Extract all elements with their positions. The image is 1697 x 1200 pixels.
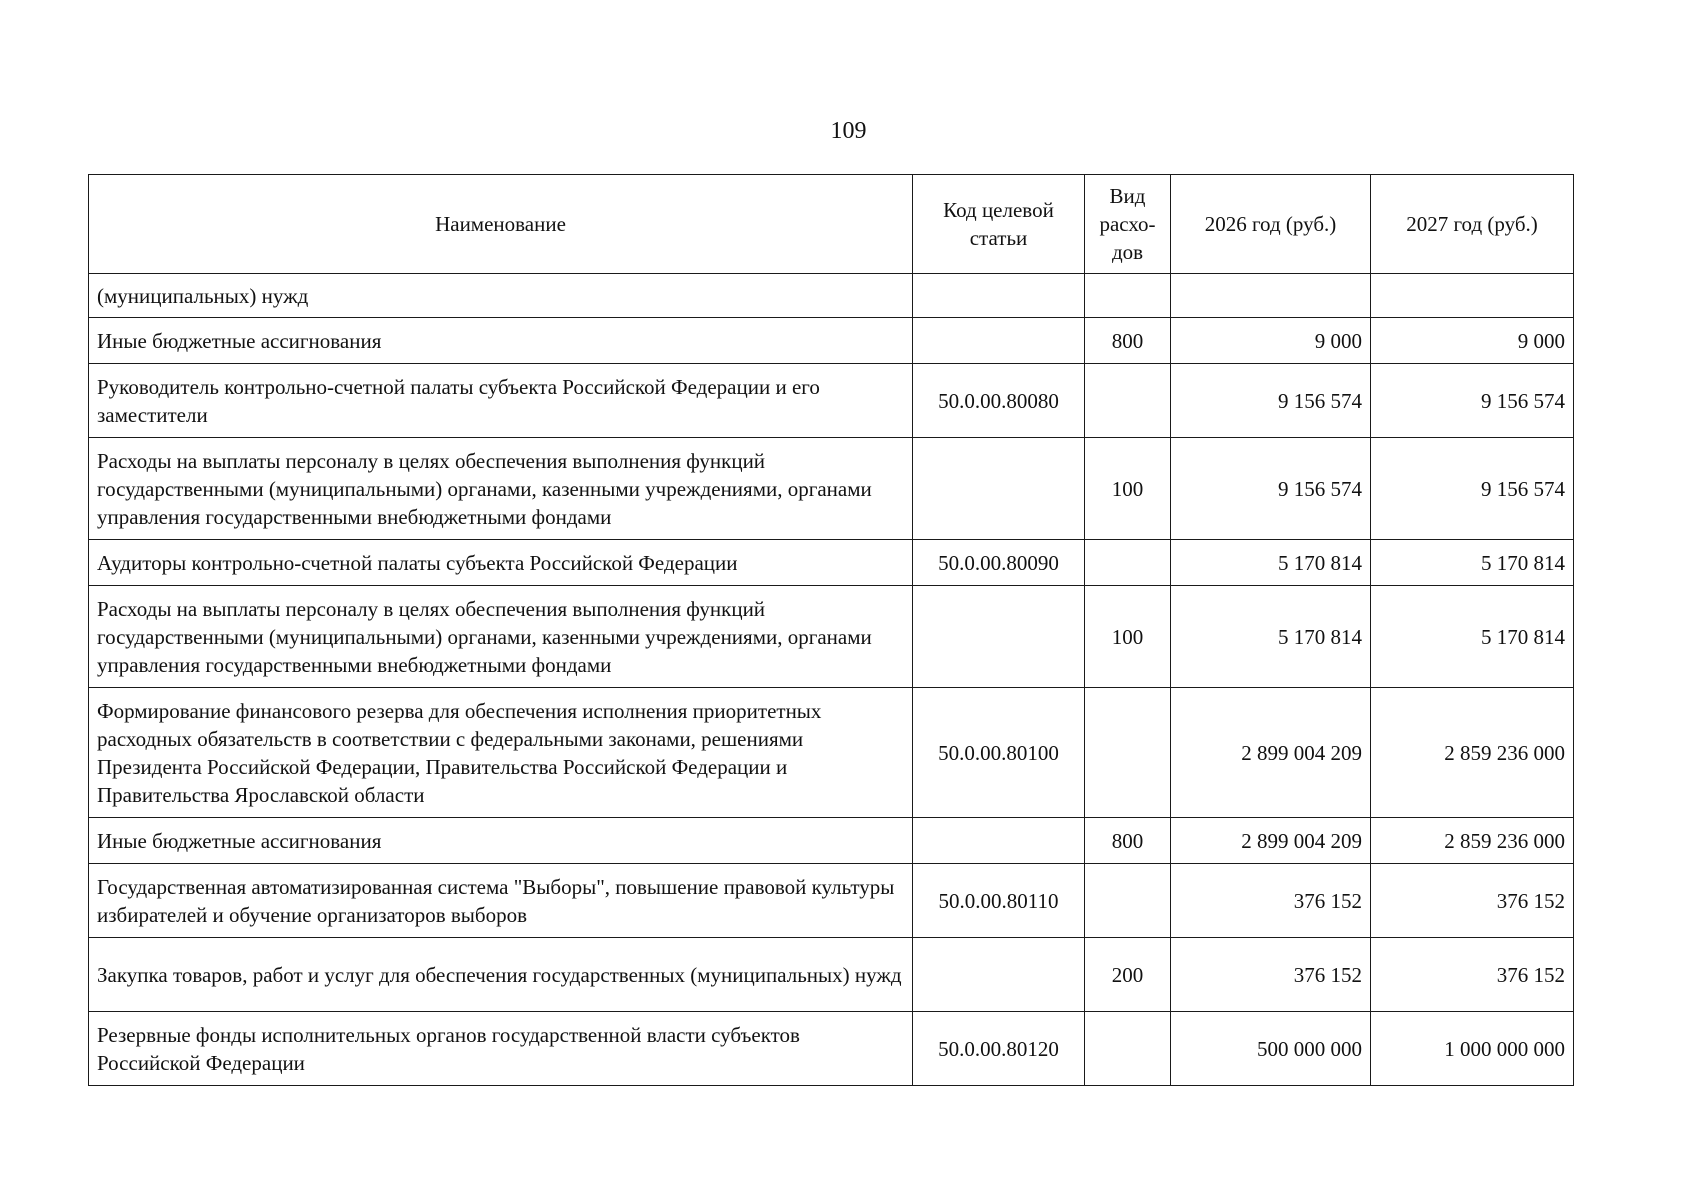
cell-2026: 376 152 xyxy=(1171,864,1371,938)
header-year-2026: 2026 год (руб.) xyxy=(1171,175,1371,274)
table-row xyxy=(89,1012,1574,1086)
cell-2027: 1 000 000 000 xyxy=(1371,1012,1574,1086)
cell-name: Аудиторы контрольно-счетной палаты субъекта Российской Федерации xyxy=(89,540,913,586)
cell-name: Закупка товаров, работ и услуг для обеспечения государственных (муниципальных) нужд xyxy=(89,938,913,1012)
cell-code: 50.0.00.80100 xyxy=(913,688,1085,818)
table-row xyxy=(89,586,1574,688)
cell-code xyxy=(913,938,1085,1012)
cell-code: 50.0.00.80090 xyxy=(913,540,1085,586)
cell-name: Формирование финансового резерва для обеспечения исполнения приоритетных расходных обязательств в соответствии с федеральными законами, решениями Президента Российской Федерации, Правительства Российской Федерации и Правительства Ярославской области xyxy=(89,688,913,818)
cell-name: Расходы на выплаты персоналу в целях обеспечения выполнения функций государственными (муниципальными) органами, казенными учреждениями, органами управления государственными внебюджетными фондами xyxy=(89,438,913,540)
cell-2027: 9 156 574 xyxy=(1371,364,1574,438)
table-row xyxy=(89,274,1574,318)
cell-code xyxy=(913,586,1085,688)
header-year-2027: 2027 год (руб.) xyxy=(1371,175,1574,274)
budget-table xyxy=(88,174,1574,1086)
cell-2027: 9 000 xyxy=(1371,318,1574,364)
table-row xyxy=(89,540,1574,586)
cell-name: Расходы на выплаты персоналу в целях обеспечения выполнения функций государственными (муниципальными) органами, казенными учреждениями, органами управления государственными внебюджетными фондами xyxy=(89,586,913,688)
table-row xyxy=(89,864,1574,938)
cell-code xyxy=(913,818,1085,864)
cell-2027: 2 859 236 000 xyxy=(1371,818,1574,864)
cell-2026: 5 170 814 xyxy=(1171,540,1371,586)
table-row xyxy=(89,818,1574,864)
cell-kind: 100 xyxy=(1085,586,1171,688)
cell-kind: 800 xyxy=(1085,318,1171,364)
cell-2026: 2 899 004 209 xyxy=(1171,818,1371,864)
cell-code xyxy=(913,274,1085,318)
cell-2026: 5 170 814 xyxy=(1171,586,1371,688)
cell-2027: 9 156 574 xyxy=(1371,438,1574,540)
cell-2027: 5 170 814 xyxy=(1371,586,1574,688)
cell-kind xyxy=(1085,688,1171,818)
cell-kind xyxy=(1085,364,1171,438)
cell-kind xyxy=(1085,1012,1171,1086)
cell-code xyxy=(913,318,1085,364)
cell-kind xyxy=(1085,274,1171,318)
table-row xyxy=(89,438,1574,540)
cell-code: 50.0.00.80120 xyxy=(913,1012,1085,1086)
cell-name: Иные бюджетные ассигнования xyxy=(89,318,913,364)
cell-2026 xyxy=(1171,274,1371,318)
cell-kind xyxy=(1085,864,1171,938)
cell-kind: 800 xyxy=(1085,818,1171,864)
cell-kind xyxy=(1085,540,1171,586)
cell-2026: 9 156 574 xyxy=(1171,364,1371,438)
cell-2026: 9 000 xyxy=(1171,318,1371,364)
cell-name: Иные бюджетные ассигнования xyxy=(89,818,913,864)
header-name: Наименование xyxy=(89,175,913,274)
cell-kind: 200 xyxy=(1085,938,1171,1012)
header-kind: Вид расхо-дов xyxy=(1085,175,1171,274)
table-row xyxy=(89,318,1574,364)
cell-name: Руководитель контрольно-счетной палаты субъекта Российской Федерации и его заместители xyxy=(89,364,913,438)
cell-kind: 100 xyxy=(1085,438,1171,540)
cell-2026: 9 156 574 xyxy=(1171,438,1371,540)
cell-name: Государственная автоматизированная система "Выборы", повышение правовой культуры избирателей и обучение организаторов выборов xyxy=(89,864,913,938)
cell-2027: 2 859 236 000 xyxy=(1371,688,1574,818)
cell-name: Резервные фонды исполнительных органов государственной власти субъектов Российской Федерации xyxy=(89,1012,913,1086)
table-row xyxy=(89,938,1574,1012)
cell-2026: 2 899 004 209 xyxy=(1171,688,1371,818)
cell-2026: 376 152 xyxy=(1171,938,1371,1012)
table-header-row xyxy=(89,175,1574,274)
cell-code: 50.0.00.80110 xyxy=(913,864,1085,938)
cell-name: (муниципальных) нужд xyxy=(89,274,913,318)
table-row xyxy=(89,364,1574,438)
header-code: Код целевой статьи xyxy=(913,175,1085,274)
cell-code: 50.0.00.80080 xyxy=(913,364,1085,438)
cell-code xyxy=(913,438,1085,540)
cell-2027: 5 170 814 xyxy=(1371,540,1574,586)
cell-2027: 376 152 xyxy=(1371,864,1574,938)
cell-2027 xyxy=(1371,274,1574,318)
page-number: 109 xyxy=(830,118,867,144)
cell-2026: 500 000 000 xyxy=(1171,1012,1371,1086)
table-row xyxy=(89,688,1574,818)
cell-2027: 376 152 xyxy=(1371,938,1574,1012)
